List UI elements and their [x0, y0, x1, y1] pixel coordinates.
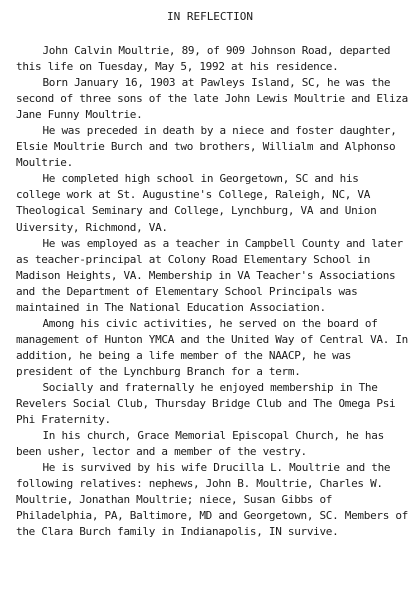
paragraph-civic-activities: Among his civic activities, he served on the board of management of Hunton YMCA and the United Way of Central VA. In addition, he being a life member of the NAACP, he was president of the Lynchburg Branch for a term. — [16, 316, 408, 378]
page-title: IN REFLECTION — [166, 10, 254, 23]
paragraph-birth: Born January 16, 1903 at Pawleys Island, SC, he was the second of three sons of the late John Lewis Moultrie and Eliza Jane Funny Moultrie. — [16, 76, 408, 122]
paragraph-survivors: He is survived by his wife Drucilla L. Moultrie and the following relatives: nephews, John B. Moultrie, Charles W. Moultrie, Jonathan Moultrie; niece, Susan Gibbs of Philadelphia, PA, Baltimore, MD and Georgetown, SC. Members of the Clara Burch family in Indianapolis, IN survive. — [16, 461, 408, 539]
obituary-body — [16, 43, 408, 540]
paragraph-career: He was employed as a teacher in Campbell County and later as teacher-principal at Colony Road Elementary School in Madison Heights, VA. Membership in VA Teacher's Associations and the Department of Elementary School Principals was maintained in The National Education Association. — [16, 236, 403, 314]
paragraph-preceded-in-death: He was preceded in death by a niece and foster daughter, Elsie Moultrie Burch and two brothers, Willialm and Alphonso Moultrie. — [16, 124, 397, 170]
paragraph-church: In his church, Grace Memorial Episcopal Church, he has been usher, lector and a member of the vestry. — [16, 429, 384, 459]
paragraph-death-notice: John Calvin Moultrie, 89, of 909 Johnson Road, departed this life on Tuesday, May 5, 1992 at his residence. — [16, 44, 391, 74]
paragraph-education: He completed high school in Georgetown, SC and his college work at St. Augustine's College, Raleigh, NC, VA Theological Seminary and College, Lynchburg, VA and Union Uiversity, Richmond, VA. — [16, 172, 377, 234]
paragraph-social-memberships: Socially and fraternally he enjoyed membership in The Revelers Social Club, Thursday Bridge Club and The Omega Psi Phi Fraternity. — [16, 380, 396, 427]
